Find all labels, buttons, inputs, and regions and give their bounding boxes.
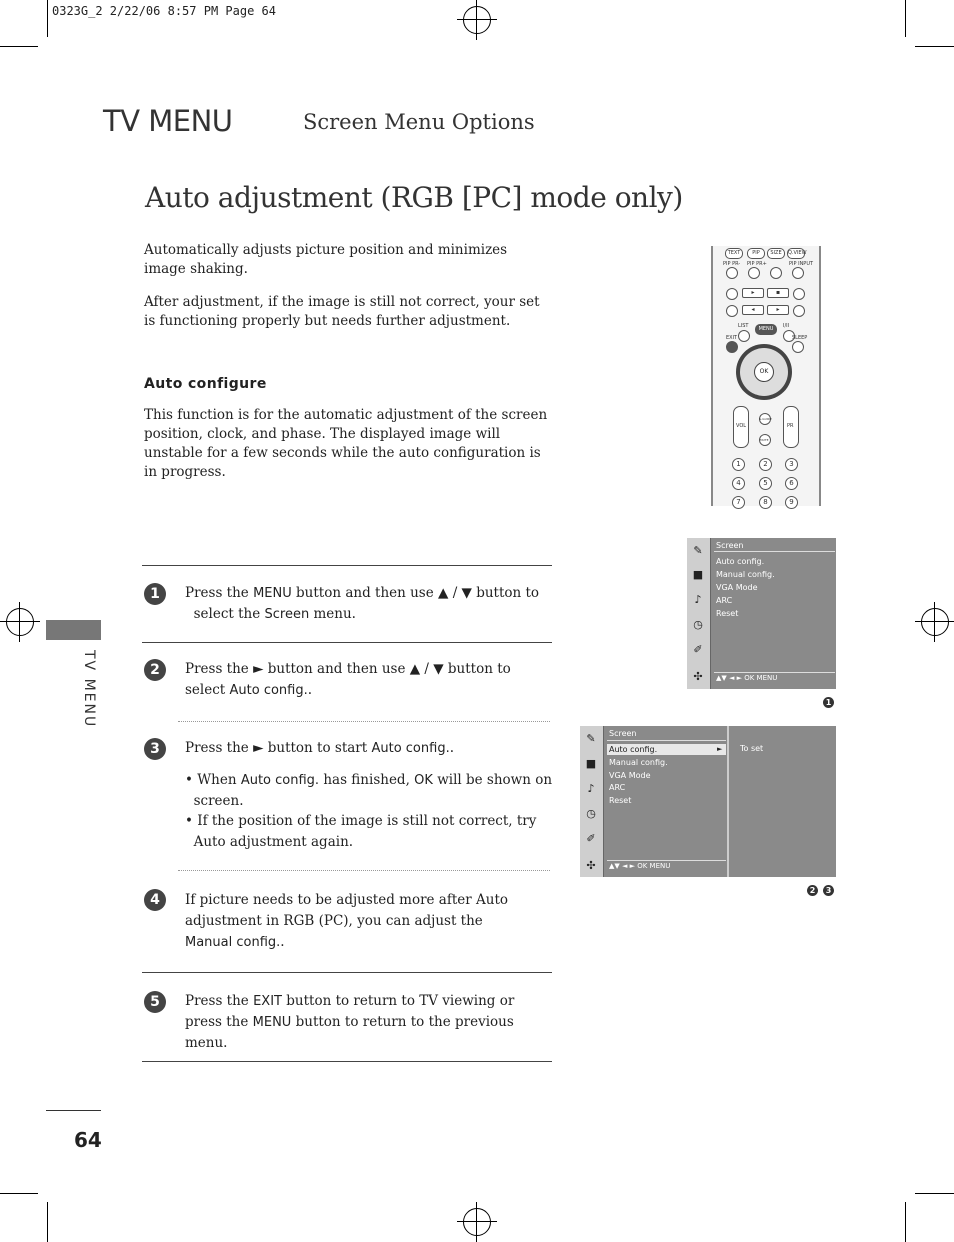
osd-divider	[714, 672, 835, 673]
list-button	[738, 330, 750, 342]
step-number-4: 4	[144, 889, 166, 911]
keyword-auto-config: Auto config.	[229, 683, 308, 698]
qview-button: Q.VIEW	[787, 248, 805, 259]
sound-icon: ♪	[694, 593, 702, 606]
section-title: Screen Menu Options	[303, 110, 535, 134]
pip-pr-plus-label: PIP PR+	[747, 261, 767, 267]
crop-mark	[47, 1202, 48, 1242]
osd-footer: ▲▼ ◄ ► OK MENU	[609, 862, 671, 870]
picture-icon: ✎	[693, 544, 703, 557]
step-3-bullet-2: • If the position of the image is still not correct, try Auto adjustment again.	[185, 813, 537, 850]
page-number-rule	[46, 1110, 101, 1111]
sound-icon: ♪	[587, 782, 595, 795]
forward-icon: ▸	[767, 305, 789, 315]
step-number-5: 5	[144, 991, 166, 1013]
step-4-text: If picture needs to be adjusted more after Auto adjustment in RGB (PC), you can adjust the Manual config..	[185, 892, 509, 950]
step-3-text: Press the ► button to start Auto config..	[185, 740, 454, 756]
stop-icon	[726, 288, 738, 300]
setup-icon: ✣	[693, 670, 703, 683]
screen-icon: ■	[692, 568, 704, 581]
osd-screen-menu-1	[687, 538, 836, 689]
pip-pr-minus-label: PIP PR-	[723, 261, 741, 267]
osd-icon-bar	[580, 726, 604, 877]
rewind-icon: ◂	[742, 305, 764, 315]
step-divider	[142, 972, 552, 973]
osd-submenu-text: To set	[740, 744, 764, 753]
crop-mark	[915, 1193, 954, 1194]
osd-item: ARC	[609, 783, 626, 792]
remote-round-button	[726, 267, 738, 279]
guide-label: G.GUIDE	[759, 417, 772, 421]
registration-mark	[457, 1202, 497, 1242]
tv-menu-header: TV MENU	[103, 104, 233, 138]
step-divider	[142, 565, 552, 566]
osd-divider	[607, 860, 726, 861]
sleep-label: SLEEP	[792, 335, 808, 341]
step-1-text: Press the MENU button and then use ▲ / ▼ button to select the Screen menu.	[185, 585, 540, 622]
crop-mark	[915, 46, 954, 47]
figure-badge: 2	[807, 885, 818, 896]
remote-round-button	[748, 267, 760, 279]
page-title: Auto adjustment (RGB [PC] mode only)	[145, 181, 683, 214]
vol-label: VOL	[736, 423, 747, 429]
osd-title: Screen	[716, 541, 744, 550]
step-number-1: 1	[144, 583, 166, 605]
figure-badge: 1	[823, 697, 834, 708]
intro-paragraph-2: After adjustment, if the image is still not correct, your set is functioning properly but needs further adjustment.	[144, 294, 540, 329]
remote-control-illustration	[711, 246, 821, 506]
remote-round-button	[770, 267, 782, 279]
number-button: 8	[759, 496, 772, 509]
number-button: 2	[759, 458, 772, 471]
step-divider	[178, 721, 550, 722]
text-button: TEXT	[725, 248, 743, 259]
skip-back-icon	[726, 305, 738, 317]
crop-mark	[0, 1193, 38, 1194]
pip-input-label: PIP INPUT	[789, 261, 814, 267]
option-icon: ✐	[586, 832, 596, 845]
osd-item: VGA Mode	[716, 583, 758, 592]
osd-item: Auto config.	[716, 557, 765, 566]
keyword-exit: EXIT	[253, 994, 282, 1009]
exit-button	[726, 341, 738, 353]
setup-icon: ✣	[586, 859, 596, 872]
osd-footer: ▲▼ ◄ ► OK MENU	[716, 674, 778, 682]
side-tab	[46, 620, 101, 640]
side-label: TV MENU	[81, 650, 97, 729]
osd-item-selected: Auto config.	[609, 745, 658, 754]
skip-forward-icon	[793, 305, 805, 317]
crop-mark	[905, 1202, 906, 1242]
time-icon: ◷	[586, 807, 596, 820]
number-button: 7	[732, 496, 745, 509]
osd-panel-divider	[727, 726, 729, 877]
keyword-manual-config: Manual config.	[185, 935, 281, 950]
record-icon	[793, 288, 805, 300]
osd-item: ARC	[716, 596, 733, 605]
step-3-bullet-1: • When Auto config. has finished, OK will be shown on screen.	[185, 772, 553, 809]
number-button: 3	[785, 458, 798, 471]
osd-item: Reset	[716, 609, 739, 618]
remote-round-button	[792, 267, 804, 279]
osd-item: Reset	[609, 796, 632, 805]
keyword-menu: MENU	[253, 586, 292, 601]
menu-button: MENU	[755, 324, 777, 335]
step-number-3: 3	[144, 738, 166, 760]
osd-title: Screen	[609, 729, 637, 738]
mute-label: MUTE	[760, 438, 769, 442]
option-icon: ✐	[693, 643, 703, 656]
registration-mark	[915, 602, 954, 642]
auto-configure-heading: Auto configure	[144, 376, 267, 392]
arrow-right-icon: ►	[717, 745, 723, 753]
step-divider	[142, 642, 552, 643]
osd-icon-bar	[687, 538, 711, 689]
number-button: 1	[732, 458, 745, 471]
sleep-button	[792, 341, 804, 353]
number-button: 4	[732, 477, 745, 490]
keyword-screen: Screen	[264, 607, 310, 622]
osd-item: Manual config.	[716, 570, 775, 579]
osd-screen-menu-2	[580, 726, 836, 877]
registration-mark	[0, 602, 40, 642]
crop-mark	[47, 0, 48, 37]
number-button: 6	[785, 477, 798, 490]
number-button: 5	[759, 477, 772, 490]
audio-label: I/II	[783, 323, 790, 329]
exit-label: EXIT	[726, 335, 738, 341]
keyword-menu: MENU	[252, 1015, 292, 1030]
pause-icon: ▪	[767, 288, 789, 298]
pip-button: PIP	[747, 248, 765, 259]
step-divider	[178, 870, 550, 871]
time-icon: ◷	[693, 618, 703, 631]
picture-icon: ✎	[586, 732, 596, 745]
step-number-2: 2	[144, 659, 166, 681]
page-number: 64	[74, 1128, 102, 1152]
crop-mark	[905, 0, 906, 37]
screen-icon: ■	[585, 757, 597, 770]
ok-button: OK	[754, 362, 774, 382]
list-label: LIST	[738, 323, 749, 329]
play-icon: ▸	[742, 288, 764, 298]
keyword-auto-config: Auto config.	[371, 741, 450, 756]
osd-divider	[607, 740, 726, 741]
figure-badge: 3	[823, 885, 834, 896]
registration-mark	[457, 0, 497, 40]
intro-paragraph-1: Automatically adjusts picture position and minimizes image shaking.	[144, 242, 508, 277]
step-5-text: Press the EXIT button to return to TV viewing or press the MENU button to return to the previous menu.	[185, 993, 515, 1051]
osd-divider	[714, 551, 835, 552]
step-2-text: Press the ► button and then use ▲ / ▼ button to select Auto config..	[185, 661, 511, 698]
osd-item: Manual config.	[609, 758, 668, 767]
pr-label: PR	[787, 423, 794, 429]
print-slug: 0323G_2 2/22/06 8:57 PM Page 64	[52, 4, 276, 18]
step-divider	[142, 1061, 552, 1062]
osd-item: VGA Mode	[609, 771, 651, 780]
number-button: 9	[785, 496, 798, 509]
auto-configure-text: This function is for the automatic adjustment of the screen position, clock, and phase. The displayed image will unstable for a few seconds while the auto configuration is in progress.	[144, 407, 548, 480]
size-button: SIZE	[767, 248, 785, 259]
crop-mark	[0, 46, 38, 47]
